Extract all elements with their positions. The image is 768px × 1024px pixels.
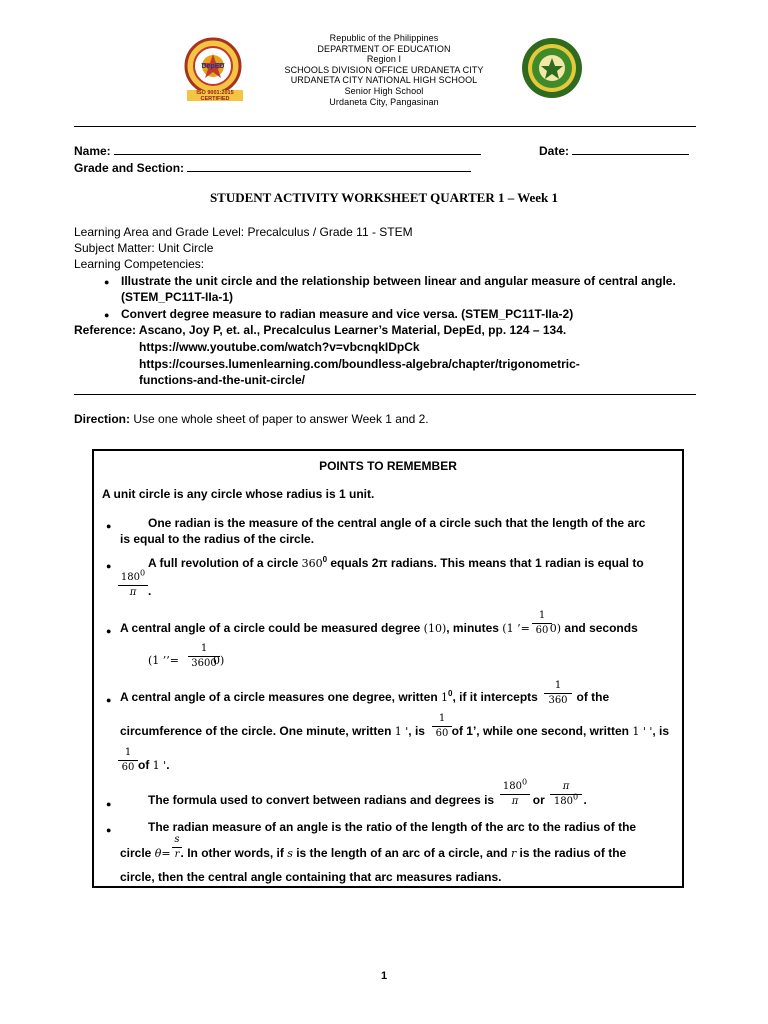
one-minute-part3: of 1’, while one second, written (448, 724, 633, 738)
name-blank[interactable] (114, 144, 481, 155)
name-label: Name: (74, 144, 111, 158)
dms-part3: and seconds (561, 621, 638, 635)
date-blank[interactable] (572, 144, 689, 155)
page-number: 1 (380, 970, 388, 982)
radian-measure-line1: The radian measure of an angle is the ratio of the length of the arc to the radius of the (148, 820, 637, 834)
grade-section-blank[interactable] (187, 161, 471, 172)
full-revolution-part1: A full revolution of a circle (148, 556, 302, 570)
one-minute-text: circumference of the circle. One minute, written 1 ', is of 1’, while one second, written 1 ' ', is (120, 724, 670, 738)
fraction-180-over-pi-2: $180^0$ π (500, 781, 530, 808)
radian-measure-part3: is the length of an arc of a circle, and (292, 846, 511, 860)
bullet-icon: ● (106, 799, 112, 809)
worksheet-title: STUDENT ACTIVITY WORKSHEET QUARTER 1 – Week 1 (209, 190, 559, 205)
one-second-text: of 1 '. (138, 758, 170, 772)
reference-link-lumen-line2: functions-and-the-unit-circle/ (139, 373, 305, 388)
reference-link-lumen-line1: https://courses.lumenlearning.com/boundless-algebra/chapter/trigonometric- (139, 357, 580, 371)
fraction-1-over-3600: 1 3600 (188, 643, 220, 670)
competencies-label: Learning Competencies: (74, 257, 205, 271)
bullet-icon: ● (104, 277, 110, 287)
learning-area-text: Learning Area and Grade Level: Precalculus / Grade 11 - STEM (74, 225, 413, 239)
bullet-icon: ● (106, 626, 112, 636)
competency-1 (121, 273, 676, 306)
reference: Reference: Ascano, Joy P, et. al., Precalculus Learner’s Material, DepEd, pp. 124 – 134. (74, 323, 567, 337)
bullet-icon: ● (106, 695, 112, 705)
fraction-1-over-360: 1 360 (544, 680, 572, 707)
conversion-part1: The formula used to convert between radians and degrees is (148, 793, 498, 807)
one-degree-text: A central angle of a circle measures one degree, written $1^0$, if it intercepts of the (120, 689, 610, 704)
seconds-formula: (1 ’’= 0) (148, 654, 225, 667)
direction-label: Direction: (74, 412, 131, 426)
header-line: DEPARTMENT OF EDUCATION (317, 43, 451, 54)
fraction-1-over-60-second: 1 60 (118, 747, 138, 774)
date-field[interactable] (539, 143, 689, 159)
school-header (250, 33, 518, 107)
name-field[interactable] (74, 143, 481, 159)
subject-matter-text: Subject Matter: Unit Circle (74, 241, 214, 255)
box-title: POINTS TO REMEMBER (319, 459, 457, 473)
learning-area (74, 224, 413, 240)
radian-definition-line1: One radian is the measure of the central angle of a circle such that the length of the arc (148, 516, 646, 530)
section-divider (74, 394, 696, 395)
bullet-icon: ● (106, 521, 112, 531)
radian-measure-part4: is the radius of the (516, 846, 627, 860)
header-line: SCHOOLS DIVISION OFFICE URDANETA CITY (284, 64, 484, 75)
fraction-180-over-pi: $180^0$ π (118, 572, 148, 599)
fraction-1-over-60-minute: 1 60 (432, 713, 452, 740)
one-minute-part4: , is (652, 724, 670, 738)
full-revolution-text: A full revolution of a circle $360^0$ equals 2π radians. This means that 1 radian is equal to (148, 555, 644, 570)
bullet-icon: ● (106, 825, 112, 835)
deped-iso-logo (183, 36, 257, 104)
conversion-formula-text: The formula used to convert between radians and degrees is or . (148, 793, 587, 807)
fraction-1-over-60: 1 60 (532, 610, 552, 637)
date-label: Date: (539, 144, 570, 158)
subject-matter (74, 240, 213, 256)
degree-minutes-seconds-text: A central angle of a circle could be measured degree (10), minutes (1 ’= 0) and seconds (120, 621, 638, 635)
competency-1-line2: (STEM_PC11T-IIa-1) (121, 290, 234, 305)
direction-text: Use one whole sheet of paper to answer Week 1 and 2. (130, 412, 429, 426)
radian-measure-line3: circle, then the central angle containing that arc measures radians. (120, 870, 502, 884)
dms-part1: A central angle of a circle could be measured degree (120, 621, 424, 635)
one-second-part: of (138, 758, 153, 772)
one-degree-part1: A central angle of a circle measures one degree, written (120, 690, 442, 704)
conversion-part2: or (529, 793, 549, 807)
reference-link-youtube[interactable]: https://www.youtube.com/watch?v=vbcnqkIDpCk (139, 340, 420, 354)
grade-section-field[interactable] (74, 160, 471, 176)
radian-measure-part1: circle (120, 846, 155, 860)
competency-2: Convert degree measure to radian measure and vice versa. (STEM_PC11T-IIa-2) (121, 307, 574, 321)
bullet-icon: ● (106, 561, 112, 571)
one-minute-part2: , is (408, 724, 429, 738)
period-mark: . (148, 584, 152, 598)
one-degree-part2: , if it intercepts (452, 690, 542, 704)
header-line: Senior High School (344, 85, 424, 96)
fraction-s-over-r: s r (172, 834, 182, 861)
fraction-pi-over-180: π $180^0$ (550, 781, 582, 808)
radian-measure-line2: circle θ= . In other words, if s is the length of an arc of a circle, and r is the radius of the (120, 846, 627, 860)
iso-certified-text: ISO 9001:2015 CERTIFIED (196, 90, 234, 102)
radian-definition-line2: is equal to the radius of the circle. (120, 532, 315, 546)
one-degree-part3: of the (573, 690, 610, 704)
header-divider (74, 126, 696, 127)
grade-section-label: Grade and Section: (74, 161, 185, 175)
reference-link-lumen[interactable] (139, 356, 580, 389)
direction (74, 411, 429, 427)
deped-logo-center: DepED (201, 63, 225, 70)
dms-part2: , minutes (446, 621, 503, 635)
header-line: Urdaneta City, Pangasinan (329, 96, 439, 107)
header-line: Republic of the Philippines (329, 33, 439, 43)
bullet-icon: ● (104, 310, 110, 320)
radian-measure-part2: . In other words, if (180, 846, 288, 860)
header-line: URDANETA CITY NATIONAL HIGH SCHOOL (290, 75, 478, 86)
full-revolution-part2: equals 2π radians. This means that 1 radian is equal to (327, 556, 644, 570)
header-line: Region I (366, 54, 402, 65)
one-minute-part1: circumference of the circle. One minute, written (120, 724, 395, 738)
competency-1-line1: Illustrate the unit circle and the relationship between linear and angular measure of central angle. (121, 274, 676, 288)
unit-circle-definition: A unit circle is any circle whose radius is 1 unit. (102, 487, 375, 501)
school-seal-logo (520, 36, 584, 100)
